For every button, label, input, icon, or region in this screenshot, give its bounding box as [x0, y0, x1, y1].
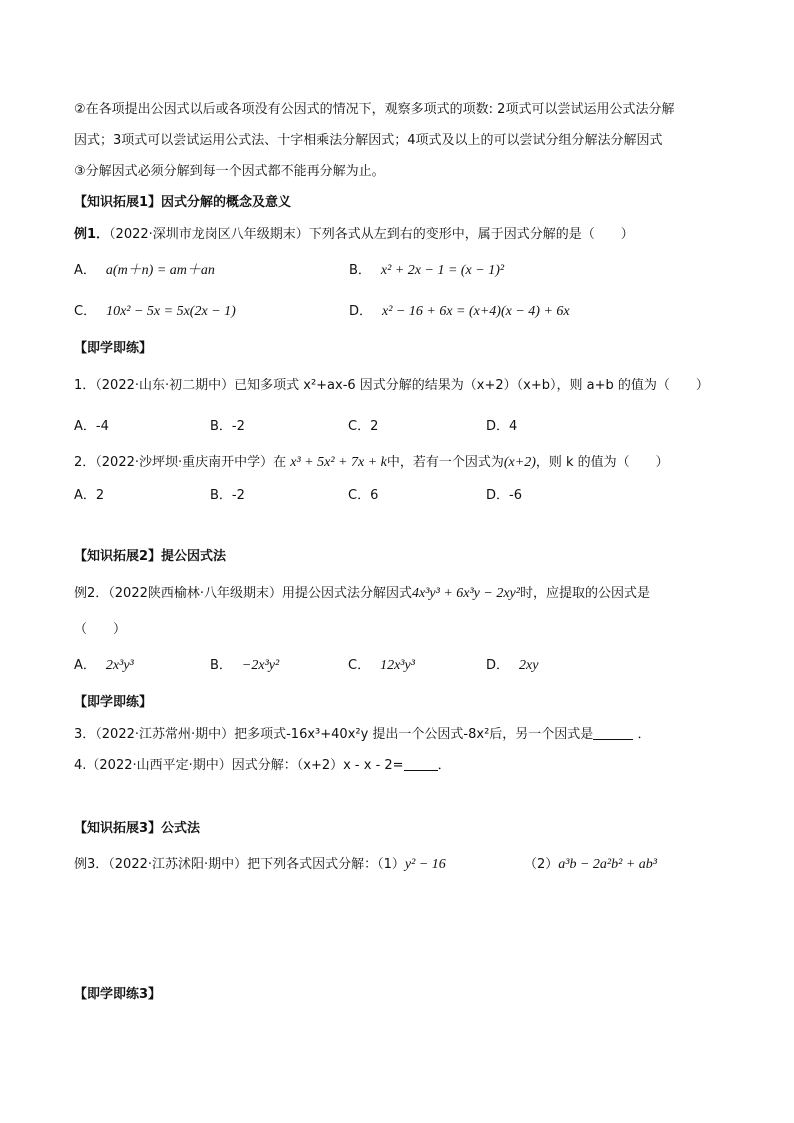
option-math: x² − 16 + 6x = (x+4)(x − 4) + 6x [382, 304, 570, 319]
option-math: x² + 2x − 1 = (x − 1)² [380, 263, 505, 278]
question-1-option-d: D．4 [486, 419, 518, 434]
intro-line-3: ③分解因式必须分解到每一个因式都不能再分解为止。 [74, 164, 385, 179]
example-2-option-a [74, 657, 134, 675]
question-2-mid: 中，若有一个因式为 [386, 455, 504, 470]
example-3-part-1-math: y² − 16 [404, 857, 446, 872]
example-3-text: 例3．（2022·江苏沭阳·期中）把下列各式因式分解：（1） [74, 857, 405, 872]
example-1-option-b [349, 262, 504, 280]
question-2-option-d: D．-6 [486, 488, 522, 503]
option-label: A． [74, 263, 96, 278]
question-2-prefix: 2．（2022·沙坪坝·重庆南开中学）在 [74, 455, 287, 470]
option-math: 12x³y³ [380, 658, 415, 673]
practice-heading-3: 【即学即练3】 [74, 987, 162, 1002]
practice-heading-2: 【即学即练】 [74, 695, 153, 710]
example-2-tail: 时，应提取的公因式是 [519, 586, 650, 601]
answer-blank[interactable] [404, 757, 438, 771]
example-1-option-d [349, 303, 570, 321]
question-4 [74, 757, 451, 775]
section-3-title: 【知识拓展3】公式法 [74, 821, 201, 836]
option-math: 2x³y³ [105, 658, 134, 673]
question-3-text: 3．（2022·江苏常州·期中）把多项式-16x³+40x²y 提出一个公因式-8x²后，另一个因式是 [74, 727, 594, 742]
example-2 [74, 585, 650, 603]
example-1-option-a [74, 262, 215, 280]
practice-heading-1: 【即学即练】 [74, 341, 153, 356]
question-1-option-b: B．-2 [210, 419, 245, 434]
example-1-option-c [74, 303, 236, 321]
option-label: A． [74, 658, 96, 673]
option-math: 10x² − 5x = 5x(2x − 1) [106, 304, 236, 319]
section-1-title: 【知识拓展1】因式分解的概念及意义 [74, 195, 292, 210]
option-label: B． [210, 658, 232, 673]
section-2-title: 【知识拓展2】提公因式法 [74, 549, 227, 564]
intro-line-2a: ②在各项提出公因式以后或各项没有公因式的情况下，观察多项式的项数: 2项式可以尝试运用公式法分解 [74, 102, 675, 117]
question-3-end: ． [637, 727, 651, 742]
intro-line-2b: 因式；3项式可以尝试运用公式法、十字相乘法分解因式；4项式及以上的可以尝试分组分解法分解因式 [74, 133, 663, 148]
question-2-suffix: ，则 k 的值为（ ） [535, 455, 669, 470]
question-2-factor: (x+2) [503, 455, 536, 470]
question-2-option-c: C．6 [348, 488, 379, 503]
example-2-polynomial: 4x³y³ + 6x³y − 2xy² [412, 586, 520, 601]
question-2-option-b: B．-2 [210, 488, 245, 503]
example-1-text: （2022·深圳市龙岗区八年级期末）下列各式从左到右的变形中，属于因式分解的是（ ） [109, 227, 634, 242]
question-2 [74, 454, 669, 472]
option-label: C． [74, 304, 97, 319]
example-3-part-2 [524, 856, 657, 874]
question-2-option-a: A．2 [74, 488, 105, 503]
question-4-text: 4.（2022·山西平定·期中）因式分解：（x+2）x - x - 2= [74, 758, 404, 773]
example-3-part-2-math: a³b − 2a²b² + ab³ [558, 857, 657, 872]
question-1: 1．（2022·山东·初二期中）已知多项式 x²+ax-6 因式分解的结果为（x+2）（x+b），则 a+b 的值为（ ） [74, 378, 709, 393]
option-label: D． [486, 658, 510, 673]
question-2-polynomial: x³ + 5x² + 7x + k [290, 455, 387, 470]
option-math: a(m＋n) = am＋an [105, 263, 215, 278]
example-3 [74, 856, 446, 874]
question-1-option-c: C．2 [348, 419, 379, 434]
question-3 [74, 726, 650, 744]
example-1-label: 例1． [74, 227, 110, 242]
option-label: B． [349, 263, 371, 278]
example-2-paren: （ ） [74, 622, 127, 637]
example-1 [74, 226, 634, 244]
answer-blank[interactable] [593, 726, 633, 740]
option-math: 2xy [519, 658, 539, 673]
option-label: D． [349, 304, 373, 319]
option-label: C． [348, 658, 371, 673]
example-2-option-c [348, 657, 415, 675]
option-math: −2x³y² [241, 658, 280, 673]
example-2-option-d [486, 657, 538, 675]
example-2-option-b [210, 657, 279, 675]
example-2-text: 例2．（2022陕西榆林·八年级期末）用提公因式法分解因式 [74, 586, 412, 601]
example-3-part-2-label: （2） [524, 857, 559, 872]
question-1-option-a: A．-4 [74, 419, 109, 434]
question-4-end: ． [437, 758, 451, 773]
